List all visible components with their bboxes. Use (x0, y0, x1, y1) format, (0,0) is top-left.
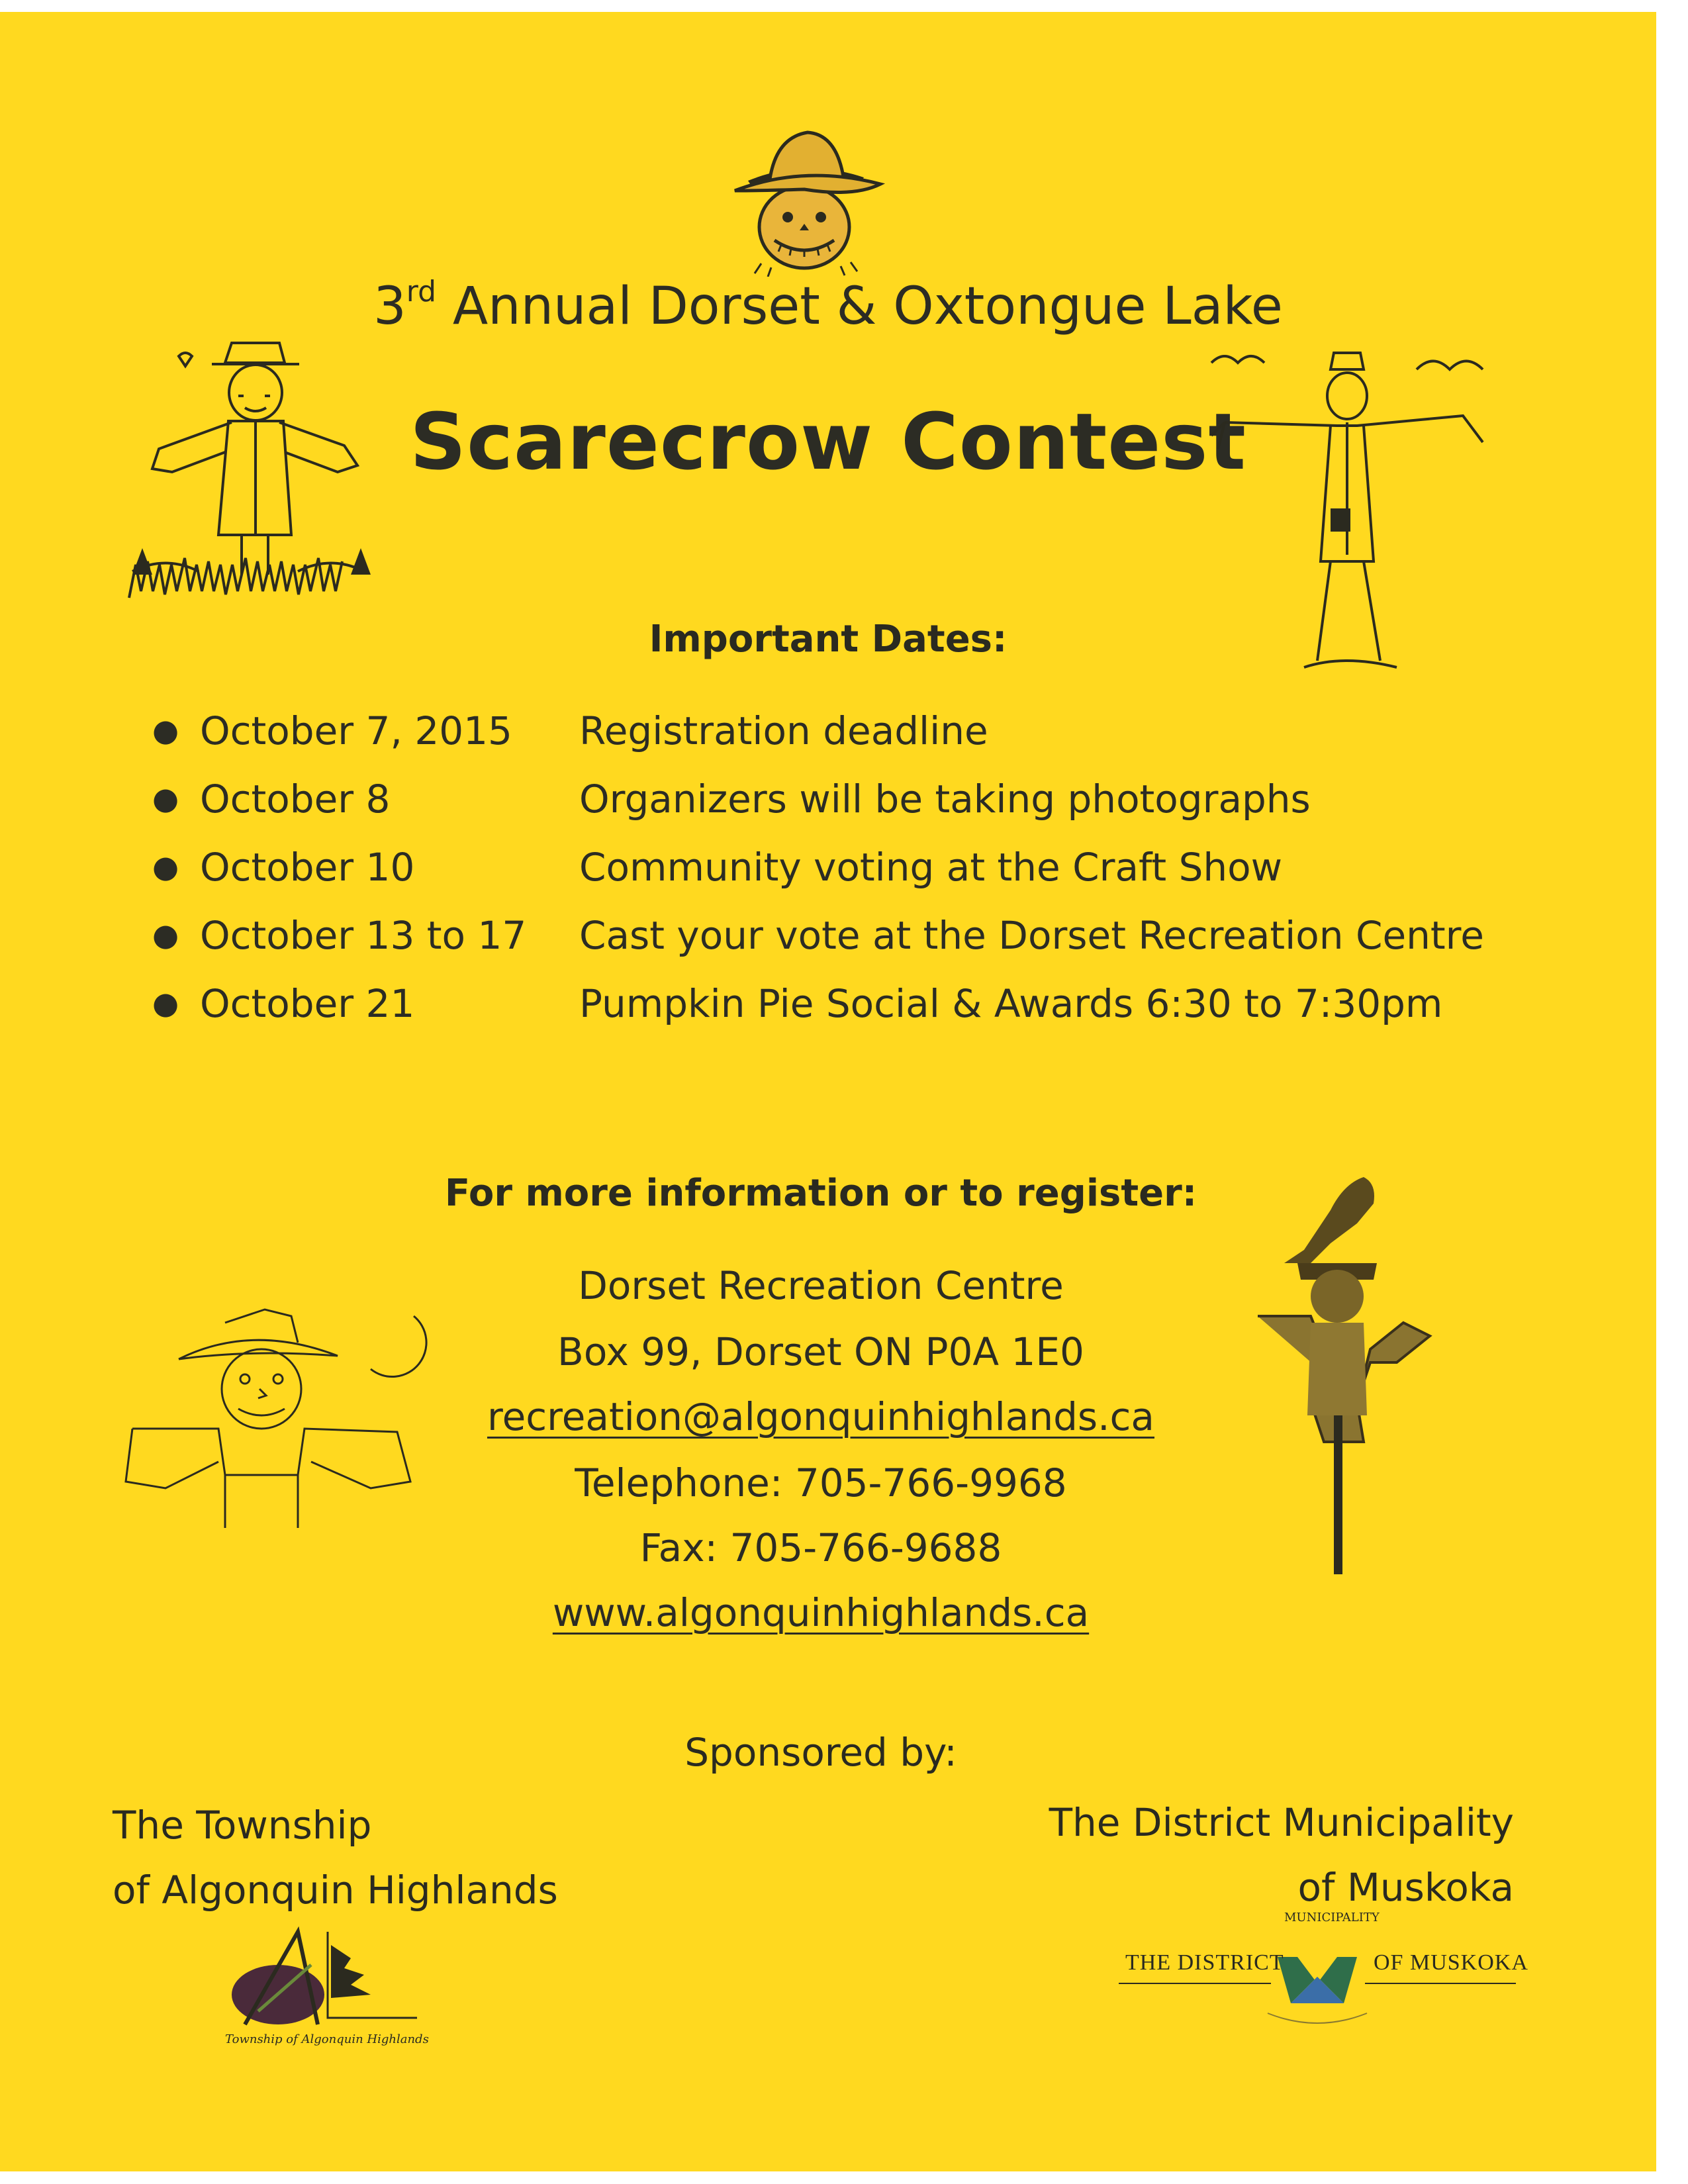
info-heading: For more information or to register: (444, 1172, 1197, 1215)
muskoka-logo: THE DISTRICT OF MUSKOKA MUNICIPALITY (1119, 1911, 1516, 2030)
bullet-icon: ● (152, 781, 179, 816)
date-item: ● October 21 Pumpkin Pie Social & Awards 6:30 to 7:30pm (152, 981, 1443, 1026)
dates-heading: Important Dates: (649, 618, 1008, 661)
bullet-icon: ● (152, 849, 179, 884)
flyer-page (0, 12, 1656, 2171)
date-item: ● October 7, 2015 Registration deadline (152, 708, 988, 753)
date-item: ● October 13 to 17 Cast your vote at the Dorset Recreation Centre (152, 913, 1484, 958)
website-link[interactable]: www.algonquinhighlands.ca (552, 1590, 1090, 1635)
email-link[interactable]: recreation@algonquinhighlands.ca (487, 1394, 1154, 1439)
sponsor-right: The District Municipality of Muskoka (1049, 1800, 1514, 1910)
info-fax: Fax: 705-766-9688 (639, 1525, 1002, 1570)
algonquin-logo: Township of Algonquin Highlands (218, 1919, 430, 2051)
bullet-icon: ● (152, 985, 179, 1021)
scarecrow-head-icon (722, 118, 887, 277)
bullet-icon: ● (152, 712, 179, 748)
witch-scarecrow-icon (1231, 1164, 1443, 1601)
info-telephone: Telephone: 705-766-9968 (575, 1460, 1067, 1505)
date-item: ● October 10 Community voting at the Craft Show (152, 845, 1283, 890)
contest-subtitle: 3rd Annual Dorset & Oxtongue Lake (373, 275, 1283, 336)
sponsored-heading: Sponsored by: (684, 1730, 957, 1775)
sponsor-left: The Township of Algonquin Highlands (113, 1803, 558, 1913)
scarecrow-left-icon (126, 336, 391, 601)
scarecrow-moon-icon (119, 1296, 437, 1535)
bullet-icon: ● (152, 917, 179, 953)
info-name: Dorset Recreation Centre (578, 1263, 1064, 1308)
contest-title: Scarecrow Contest (410, 396, 1246, 487)
date-item: ● October 8 Organizers will be taking photographs (152, 777, 1311, 822)
info-address: Box 99, Dorset ON P0A 1E0 (557, 1329, 1084, 1374)
